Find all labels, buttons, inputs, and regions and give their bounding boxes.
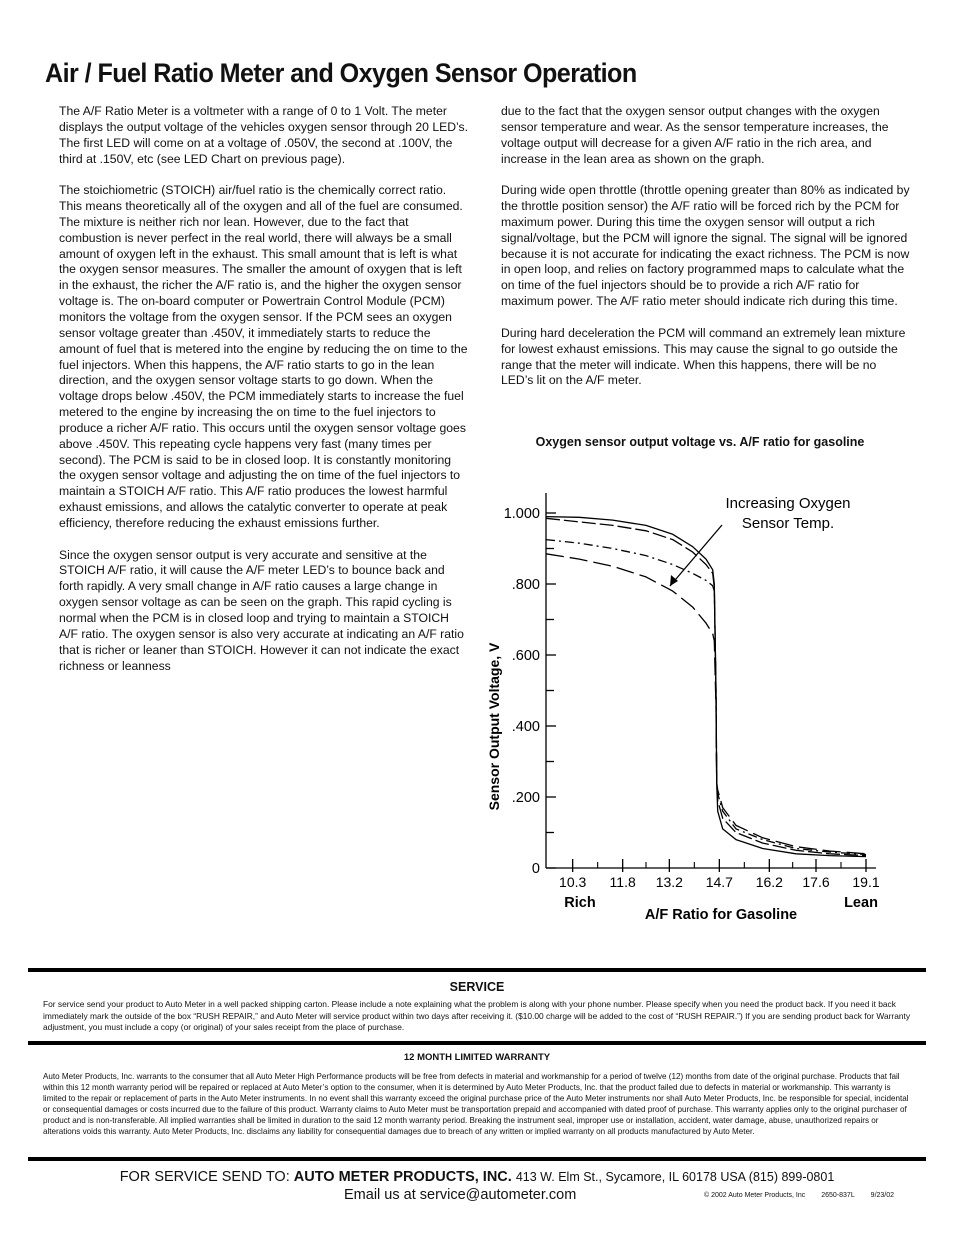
chart-labels [486, 495, 880, 923]
service-top-rule [28, 968, 926, 972]
annotation-arrow-line [670, 525, 722, 586]
y-axis-title: Sensor Output Voltage, V [486, 642, 502, 811]
x-tick-label: 17.6 [802, 874, 830, 890]
x-tick-label: 13.2 [655, 874, 683, 890]
document-meta [704, 1192, 908, 1199]
left-text-column [59, 104, 469, 690]
service-email[interactable]: Email us at service@autometer.com [344, 1187, 577, 1203]
service-text: For service send your product to Auto Meter in a well packed shipping carton. Please include a note explaining what the problem is along with your phone number. Please specify when you need the product back. If you need it back immediately mark the outside of the box “RUSH REPAIR,” and Auto Meter will service product within two days after receiving it. ($10.00 charge will be added to the cost of “RUSH REPAIR.”) If you are sending product back for Warranty adjustment, you must include a copy (or original) of your sales receipt from the place of purchase. [43, 999, 911, 1033]
series-line-warm [546, 518, 866, 855]
paragraph-sensor-temp: due to the fact that the oxygen sensor output changes with the oxygen sensor temperature and wear. As the sensor temperature increases, the voltage output will decrease for a given A/F ratio in the rich area, and increase in the lean area as shown on the graph. [501, 104, 889, 166]
service-address-line [28, 1169, 926, 1185]
annotation-arrow-head [670, 575, 678, 586]
x-tick-label: 19.1 [852, 874, 880, 890]
y-tick-label: .800 [511, 577, 540, 593]
send-to-label: FOR SERVICE SEND TO: [119, 1169, 290, 1185]
x-axis-title: A/F Ratio for Gasoline [644, 907, 798, 923]
right-text-column [501, 104, 911, 405]
revision-date: 9/23/02 [870, 1192, 895, 1199]
warranty-heading: 12 MONTH LIMITED WARRANTY [403, 1052, 551, 1063]
annotation-line-1: Increasing Oxygen [725, 495, 851, 512]
series-line-hotter [546, 540, 866, 855]
chart-axes [546, 493, 876, 872]
series-line-coolest [546, 517, 866, 857]
x-tick-label: 11.8 [609, 874, 636, 890]
oxygen-sensor-chart [484, 480, 914, 935]
copyright-notice: © 2002 Auto Meter Products, Inc [704, 1192, 806, 1199]
y-tick-label: 1.000 [503, 506, 540, 522]
x-end-label-lean: Lean [844, 895, 878, 911]
x-end-label-rich: Rich [564, 895, 596, 911]
warranty-top-rule [28, 1041, 926, 1045]
paragraph-sensitivity: Since the oxygen sensor output is very accurate and sensitive at the STOICH A/F ratio, it will cause the A/F meter LED’s to bounce back and forth rapidly. A very small change in A/F ratio causes a large change in oxygen sensor voltage as can be seen on the graph. This rapid cycling is normal when the PCM is in closed loop and trying to maintain a STOICH A/F ratio. The oxygen sensor is also very accurate at indicating an A/F ratio that is richer or leaner than STOICH. However it can not indicate the exact richness or leanness [59, 547, 464, 673]
x-tick-label: 10.3 [559, 874, 587, 890]
service-heading: SERVICE [449, 980, 505, 994]
part-number: 2650-837L [821, 1192, 855, 1199]
paragraph-deceleration: During hard deceleration the PCM will command an extremely lean mixture for lowest exhaust emissions. This may cause the signal to go outside the range that the meter will indicate. When this happens, there will be no LED’s lit on the A/F meter. [501, 325, 906, 388]
x-tick-label: 14.7 [705, 874, 733, 890]
paragraph-wide-open-throttle: During wide open throttle (throttle opening greater than 80% as indicated by the throttle position sensor) the A/F ratio will be forced rich by the PCM for maximum power. During this time the oxygen sensor will output a rich signal/voltage, but the PCM will ignore the signal. The signal will be ignored because it is not accurate for indicating the exact richness. The PCM is now in open loop, and relies on factory programmed maps to calculate what the on time of the fuel injectors should be to provide a rich A/F ratio for maximum power. The A/F ratio meter should indicate rich during this time. [501, 183, 910, 309]
footer-top-rule [28, 1157, 926, 1161]
y-tick-label: .400 [511, 719, 540, 735]
y-tick-label: 0 [531, 861, 540, 877]
company-name: AUTO METER PRODUCTS, INC. [293, 1169, 512, 1185]
series-line-hottest [546, 554, 866, 854]
page-title: Air / Fuel Ratio Meter and Oxygen Sensor Operation [45, 58, 637, 88]
y-tick-label: .600 [511, 648, 540, 664]
x-tick-label: 16.2 [755, 874, 783, 890]
paragraph-meter-intro: The A/F Ratio Meter is a voltmeter with a range of 0 to 1 Volt. The meter displays the output voltage of the vehicles oxygen sensor through 20 LED’s. The first LED will come on at a voltage of .050V, the second at .100V, the third at .150V, etc (see LED Chart on previous page). [59, 104, 468, 166]
warranty-text: Auto Meter Products, Inc. warrants to the consumer that all Auto Meter High Performance products will be free from defects in material and workmanship for a period of twelve (12) months from date of the original purchase. Products that fail within this 12 month warranty period will be repaired or replaced at Auto Meter’s option to the consumer, when it is determined by Auto Meter Products, Inc. that the product failed due to defects in material or workmanship. This warranty is limited to the repair or replacement of parts in the Auto Meter instruments. In no event shall this warranty exceed the original purchase price of the Auto Meter instruments nor shall Auto Meter Products, Inc. be responsible for special, incidental or consequential damages or costs incurred due to the failure of this product. Warranty claims to Auto Meter must be transportation prepaid and accompanied with dated proof of purchase. This warranty applies only to the original purchaser of product and is non-transferable. All implied warranties shall be limited in duration to the said 12 month warranty period. Breaking the instrument seal, improper use or installation, accident, water damage, abuse, unauthorized repairs or alterations voids this warranty. Auto Meter Products, Inc. disclaims any liability for consequential damages due to breach of any written or implied warranty on all products manufactured by Auto Meter. [43, 1072, 909, 1137]
paragraph-stoich: The stoichiometric (STOICH) air/fuel ratio is the chemically correct ratio. This means theoretically all of the oxygen and all of the fuel are consumed. The mixture is neither rich nor lean. However, due to the fact that combustion is never perfect in the real world, there will always be a small amount of oxygen left in the exhaust. This small amount that is left is what the oxygen sensor measures. The smaller the amount of oxygen that is left in the exhaust, the richer the A/F ratio is, and the higher the oxygen sensor voltage is. The on-board computer or Powertrain Control Module (PCM) monitors the voltage from the oxygen sensor. If the PCM sees an oxygen sensor voltage greater than .450V, it immediately starts to reduce the amount of fuel that is metered into the engine by reducing the on time to the fuel injectors. When this happens, the A/F ratio starts to go in the lean direction, and the oxygen sensor voltage starts to go down. When the voltage drops below .450V, the PCM immediately starts to increase the fuel metered to the engine by increasing the on time to the fuel injectors to produce a richer A/F ratio. This occurs until the oxygen sensor voltage goes above .450V. This repeating cycle happens very fast (many times per second). The PCM is said to be in closed loop. It is constantly monitoring the oxygen sensor voltage and adjusting the on time of the fuel injectors to maintain a STOICH A/F ratio. This A/F ratio produces the lowest harmful exhaust emissions, and allows the catalytic converter to operate at peak efficiency, therefore reducing the exhaust emissions further. [59, 183, 468, 530]
chart-title: Oxygen sensor output voltage vs. A/F ratio for gasoline [535, 435, 865, 449]
company-address: 413 W. Elm St., Sycamore, IL 60178 USA (815) 899-0801 [515, 1170, 835, 1184]
y-tick-label: .200 [511, 790, 540, 806]
annotation-line-2: Sensor Temp. [741, 515, 835, 532]
chart-series-group [546, 517, 866, 857]
